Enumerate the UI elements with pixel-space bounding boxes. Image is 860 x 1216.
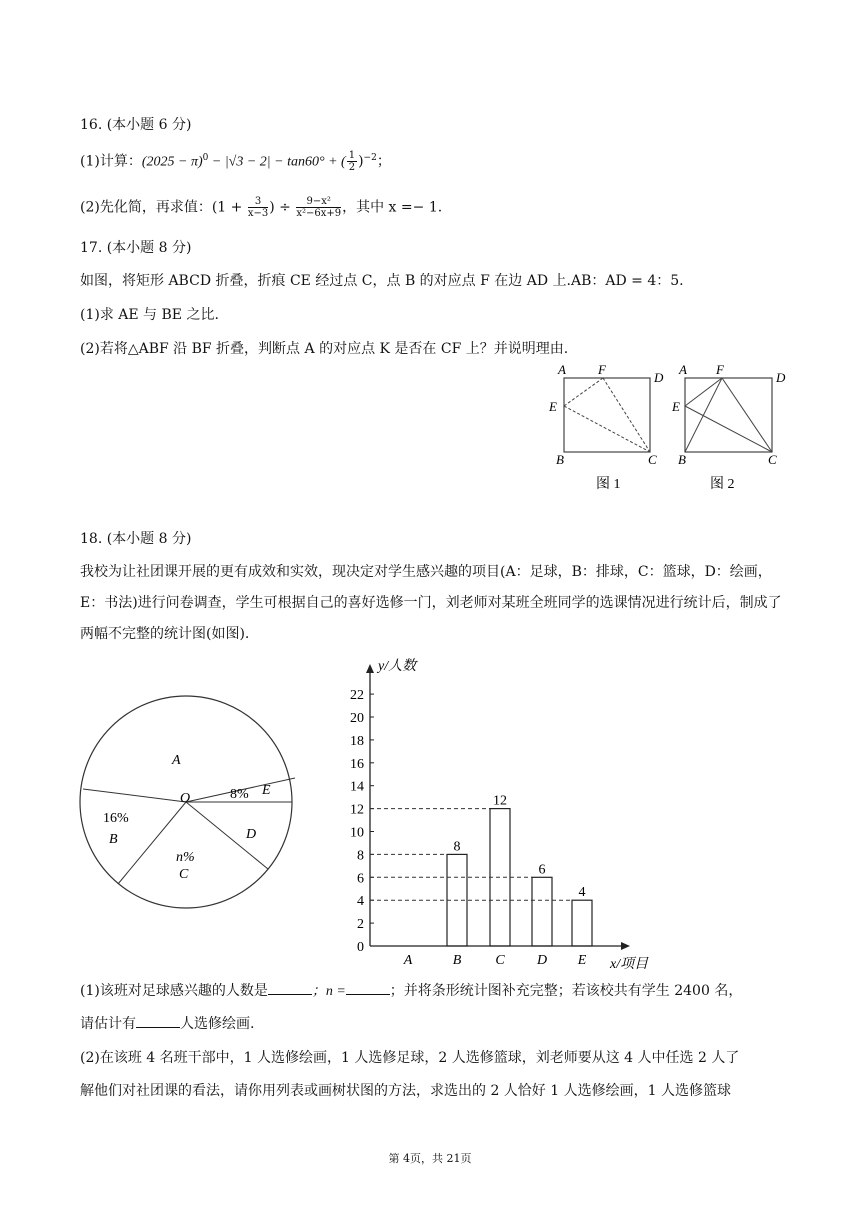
q18-part1-line1 (80, 980, 742, 1000)
pie-label-c: C (179, 867, 189, 882)
q18-title: 18. (本小题 8 分) (80, 531, 192, 547)
q17-figure-2 (670, 362, 800, 498)
q18-blank-2 (346, 993, 390, 995)
q16-p2-end: ，其中 x =− 1. (342, 199, 443, 216)
fig1-label-f: F (598, 362, 606, 377)
q16-p2-f1-num: 3 (248, 196, 268, 208)
q16-p2-f1-den: x−3 (247, 208, 269, 219)
q18-p1-d: 请估计有 (80, 1016, 136, 1032)
fig1-rect (564, 378, 650, 452)
y-tick-label-18: 18 (350, 733, 364, 749)
q16-p1-half-num: 1 (348, 150, 356, 161)
y-tick-label-12: 12 (350, 802, 364, 818)
q18-p1-a: (1)该班对足球感兴趣的人数是 (80, 983, 268, 999)
q16-part2 (80, 196, 442, 219)
q18-stem: 我校为让社团课开展的更有成效和实效，现决定对学生感兴趣的项目(A：足球，B：排球，C：篮球，D：绘画，E：书法)进行问卷调查，学生可根据自己的喜好选修一门，刘老师对某班全班同学的选课情况进行统计后，制成了两幅不完整的统计图(如图). (80, 564, 782, 642)
y-tick-label-14: 14 (350, 779, 364, 795)
y-axis-label: y/人数 (378, 659, 417, 674)
x-tick-label-D: D (536, 953, 548, 968)
fig2-label-e: E (672, 399, 680, 414)
q18-p1-b: ；n = (311, 984, 346, 999)
q18-p1-c: ；并将条形统计图补充完整；若该校共有学生 2400 名， (389, 983, 743, 999)
q16-title: 16. (本小题 6 分) (80, 117, 192, 133)
pie-chart (78, 662, 300, 912)
pie-label-a: A (172, 753, 181, 768)
fig2-label-d: D (776, 370, 786, 385)
q16-p2-mid: ) ÷ (269, 199, 296, 216)
x-tick-label-B: B (452, 953, 462, 968)
bar-chart (330, 650, 670, 975)
pie-label-e: E (262, 783, 271, 798)
q16-p1-exp0: 0 (202, 152, 209, 163)
fig2-label-b: B (678, 452, 686, 467)
fig1-fc (603, 378, 650, 452)
pie-divider-ab (83, 789, 186, 802)
fig1-label-a: A (558, 362, 566, 377)
q18-part1-line2 (80, 1013, 254, 1033)
pie-label-center: O (180, 791, 191, 806)
y-axis-arrow (366, 664, 374, 673)
y-tick-label-22: 22 (350, 688, 364, 704)
pie-label-c-pct: n% (176, 850, 195, 865)
q18-part2-line2: 解他们对社团课的看法，请你用列表或画树状图的方法，求选出的 2 人恰好 1 人选修绘画，1 人选修篮球 (80, 1083, 731, 1099)
fig1-label-d: D (654, 370, 664, 385)
q16-p1-exp-neg2: −2 (363, 152, 377, 163)
fig1-label-e: E (549, 399, 557, 414)
q18-p1-e: 人选修绘画. (180, 1016, 255, 1032)
x-tick-label-E: E (577, 953, 587, 968)
y-tick-label-0: 0 (357, 940, 364, 955)
q16-p1-expr-c: ) (358, 153, 364, 170)
data-label-E: 4 (578, 885, 586, 901)
fig2-rect (685, 378, 772, 452)
q17-title: 17. (本小题 8 分) (80, 240, 192, 256)
q16-p2-f2-den: x²−6x+9 (296, 208, 342, 219)
fig1-label-c: C (648, 452, 657, 467)
x-axis-arrow (621, 942, 630, 950)
y-tick-label-6: 6 (357, 871, 364, 887)
x-axis-label: x/项目 (610, 957, 649, 972)
x-tick-label-C: C (495, 953, 505, 968)
q16-p1-half (347, 150, 357, 173)
fig2-label-c: C (768, 452, 777, 467)
q17-part1: (1)求 AE 与 BE 之比. (80, 307, 219, 323)
fig1-caption: 图 1 (596, 477, 621, 492)
q16-p1-expr-b: − |√3 − 2| − tan60° + ( (208, 154, 346, 170)
data-label-D: 6 (538, 862, 546, 878)
q16-p2-f2-num: 9−x² (296, 196, 341, 208)
fig2-fc (722, 378, 772, 452)
q16-p2-frac1 (248, 196, 268, 219)
q16-p1-end: ； (376, 153, 391, 170)
pie-label-d: D (246, 827, 257, 842)
fig2-label-a: A (679, 362, 687, 377)
bar-D (532, 877, 552, 946)
fig1-label-b: B (556, 452, 564, 467)
q18-blank-1 (268, 993, 312, 995)
q17-stem: 如图，将矩形 ABCD 折叠，折痕 CE 经过点 C，点 B 的对应点 F 在边 AD 上.AB：AD = 4：5. (80, 273, 684, 289)
q16-p1-expr-a: (2025 − π) (141, 154, 203, 170)
bar-E (572, 900, 592, 946)
q16-p1-prefix: (1)计算： (80, 153, 142, 170)
q16-p2-prefix: (2)先化简，再求值：(1 + (80, 199, 247, 216)
q18-part2-line1: (2)在该班 4 名班干部中，1 人选修绘画，1 人选修足球，2 人选修篮球，刘老师要从这 4 人中任选 2 人了 (80, 1050, 740, 1066)
fig2-ef (685, 378, 722, 406)
q17-figure-1 (540, 362, 670, 498)
pie-label-b: B (109, 832, 118, 847)
y-tick-label-2: 2 (357, 917, 364, 933)
fig2-label-f: F (716, 362, 724, 377)
q16-p2-frac2 (296, 196, 341, 219)
y-tick-label-20: 20 (350, 711, 364, 726)
data-label-B: 8 (453, 839, 461, 855)
bars-layer (350, 664, 630, 968)
fig1-ec (564, 406, 650, 452)
fig2-ec (685, 406, 772, 452)
fig2-fb (685, 378, 722, 452)
pie-label-b-pct: 16% (103, 811, 129, 826)
y-tick-label-16: 16 (350, 756, 364, 772)
y-tick-label-8: 8 (357, 848, 364, 864)
page-footer: 第 4页，共 21页 (388, 1152, 472, 1165)
fig2-caption: 图 2 (710, 477, 735, 492)
q17-part2: (2)若将△ABF 沿 BF 折叠，判断点 A 的对应点 K 是否在 CF 上？并说明理由. (80, 341, 569, 357)
data-label-C: 12 (493, 793, 507, 809)
x-tick-label-A: A (403, 953, 413, 968)
y-tick-label-10: 10 (350, 825, 364, 841)
pie-label-e-pct: 8% (230, 787, 249, 802)
q18-blank-3 (136, 1026, 180, 1028)
q16-p1-half-den: 2 (348, 162, 356, 173)
y-tick-label-4: 4 (357, 894, 364, 910)
q16-part1 (80, 150, 391, 173)
fig1-ef (564, 378, 603, 406)
